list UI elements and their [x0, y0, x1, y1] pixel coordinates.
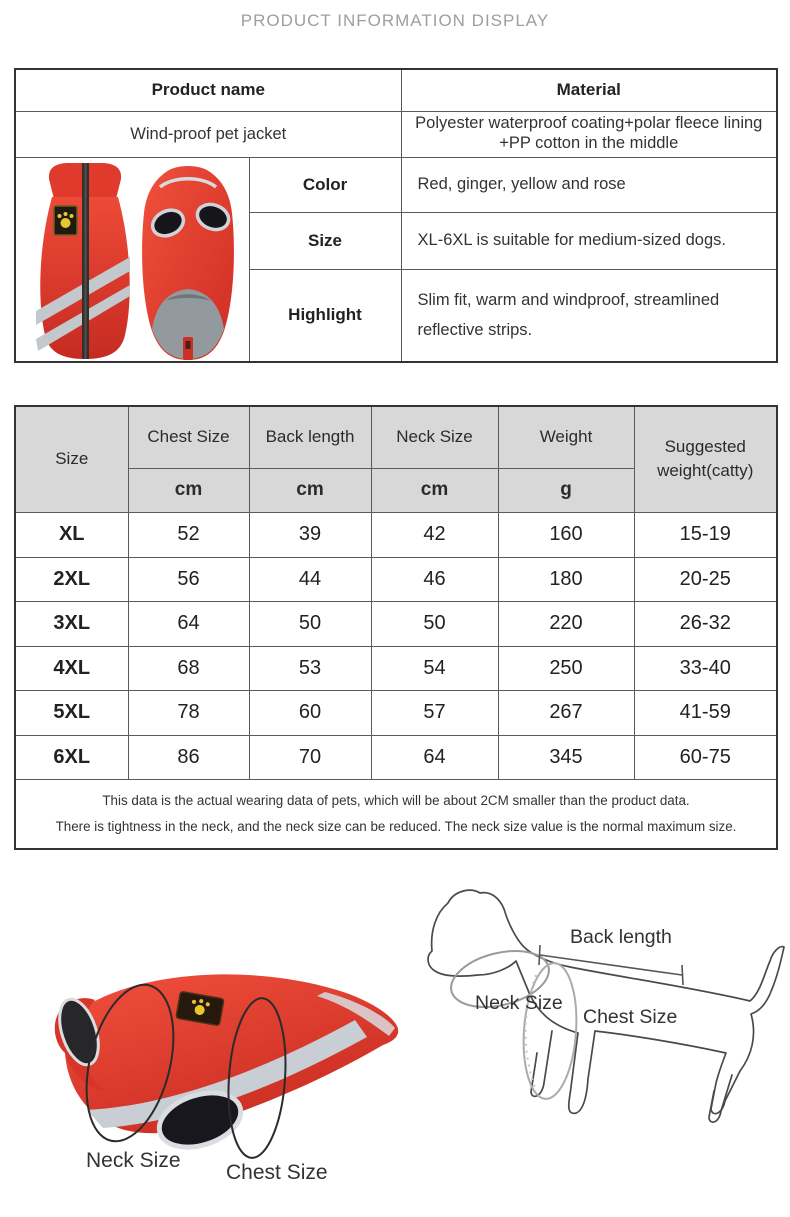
unit-back: cm — [249, 468, 371, 512]
cell-suggested: 41-59 — [634, 690, 777, 735]
material-header: Material — [401, 69, 777, 111]
unit-neck: cm — [371, 468, 498, 512]
back-length-label: Back length — [570, 926, 672, 948]
product-photo-front-back — [16, 159, 248, 360]
material-line-2: +PP cotton in the middle — [499, 134, 679, 152]
col-header-back: Back length — [249, 406, 371, 468]
col-header-neck: Neck Size — [371, 406, 498, 468]
cell-neck: 46 — [371, 557, 498, 601]
cell-neck: 50 — [371, 601, 498, 646]
jacket-back-view — [36, 163, 130, 359]
cell-back: 70 — [249, 735, 371, 779]
col-header-size: Size — [15, 406, 128, 512]
cell-back: 44 — [249, 557, 371, 601]
cell-chest: 52 — [128, 512, 249, 557]
jacket-chest-size-label: Chest Size — [226, 1161, 328, 1184]
cell-size: 3XL — [15, 601, 128, 646]
cell-suggested: 26-32 — [634, 601, 777, 646]
cell-size: XL — [15, 512, 128, 557]
col-header-suggested: Suggested weight(catty) — [634, 406, 777, 512]
cell-suggested: 60-75 — [634, 735, 777, 779]
cell-chest: 64 — [128, 601, 249, 646]
cell-chest: 68 — [128, 646, 249, 690]
cell-back: 50 — [249, 601, 371, 646]
cell-chest: 86 — [128, 735, 249, 779]
info-row-value: Red, ginger, yellow and rose — [401, 157, 777, 212]
product-name-value: Wind-proof pet jacket — [15, 111, 401, 157]
table-row — [15, 557, 777, 601]
jacket-measurement-photo — [25, 948, 425, 1166]
dog-neck-size-label: Neck Size — [475, 992, 563, 1014]
cell-size: 4XL — [15, 646, 128, 690]
note-line-1: This data is the actual wearing data of pets, which will be about 2CM smaller than the product data. — [102, 792, 690, 808]
cell-size: 6XL — [15, 735, 128, 779]
dog-chest-size-label: Chest Size — [583, 1006, 678, 1028]
cell-neck: 54 — [371, 646, 498, 690]
info-row-label: Highlight — [249, 269, 401, 362]
page-title: PRODUCT INFORMATION DISPLAY — [240, 11, 550, 30]
cell-size: 2XL — [15, 557, 128, 601]
size-chart-note — [15, 779, 777, 849]
cell-neck: 57 — [371, 690, 498, 735]
jacket-side-view — [52, 974, 398, 1159]
cell-chest: 78 — [128, 690, 249, 735]
material-value — [401, 111, 777, 157]
cell-weight: 267 — [498, 690, 634, 735]
cell-weight: 180 — [498, 557, 634, 601]
cell-neck: 64 — [371, 735, 498, 779]
col-header-weight: Weight — [498, 406, 634, 468]
unit-chest: cm — [128, 468, 249, 512]
table-row — [15, 512, 777, 557]
cell-neck: 42 — [371, 512, 498, 557]
material-line-1: Polyester waterproof coating+polar fleece lining — [415, 114, 763, 133]
cell-back: 39 — [249, 512, 371, 557]
cell-weight: 160 — [498, 512, 634, 557]
cell-chest: 56 — [128, 557, 249, 601]
info-row-label: Size — [249, 212, 401, 269]
unit-weight: g — [498, 468, 634, 512]
product-name-header: Product name — [15, 69, 401, 111]
cell-back: 53 — [249, 646, 371, 690]
info-row-value: XL-6XL is suitable for medium-sized dogs. — [401, 212, 777, 269]
dog-far-hind-leg — [709, 1075, 732, 1122]
table-row — [15, 690, 777, 735]
paw-badge-icon — [54, 206, 77, 235]
cell-suggested: 20-25 — [634, 557, 777, 601]
product-photo-cell — [15, 157, 249, 362]
cell-weight: 345 — [498, 735, 634, 779]
table-row — [15, 735, 777, 779]
jacket-neck-size-label: Neck Size — [86, 1149, 181, 1172]
info-row-label: Color — [249, 157, 401, 212]
info-row-value: Slim fit, warm and windproof, streamlined reflective strips. — [401, 269, 777, 362]
cell-weight: 250 — [498, 646, 634, 690]
measurement-diagram-section — [0, 868, 790, 1217]
cell-suggested: 15-19 — [634, 512, 777, 557]
table-row — [15, 646, 777, 690]
col-header-chest: Chest Size — [128, 406, 249, 468]
note-line-2: There is tightness in the neck, and the neck size can be reduced. The neck size value is the normal maximum size. — [55, 818, 737, 834]
size-chart-table — [14, 405, 778, 850]
table-row — [15, 601, 777, 646]
product-info-table — [14, 68, 778, 363]
cell-weight: 220 — [498, 601, 634, 646]
cell-size: 5XL — [15, 690, 128, 735]
cell-suggested: 33-40 — [634, 646, 777, 690]
cell-back: 60 — [249, 690, 371, 735]
jacket-underside-view — [142, 166, 234, 360]
